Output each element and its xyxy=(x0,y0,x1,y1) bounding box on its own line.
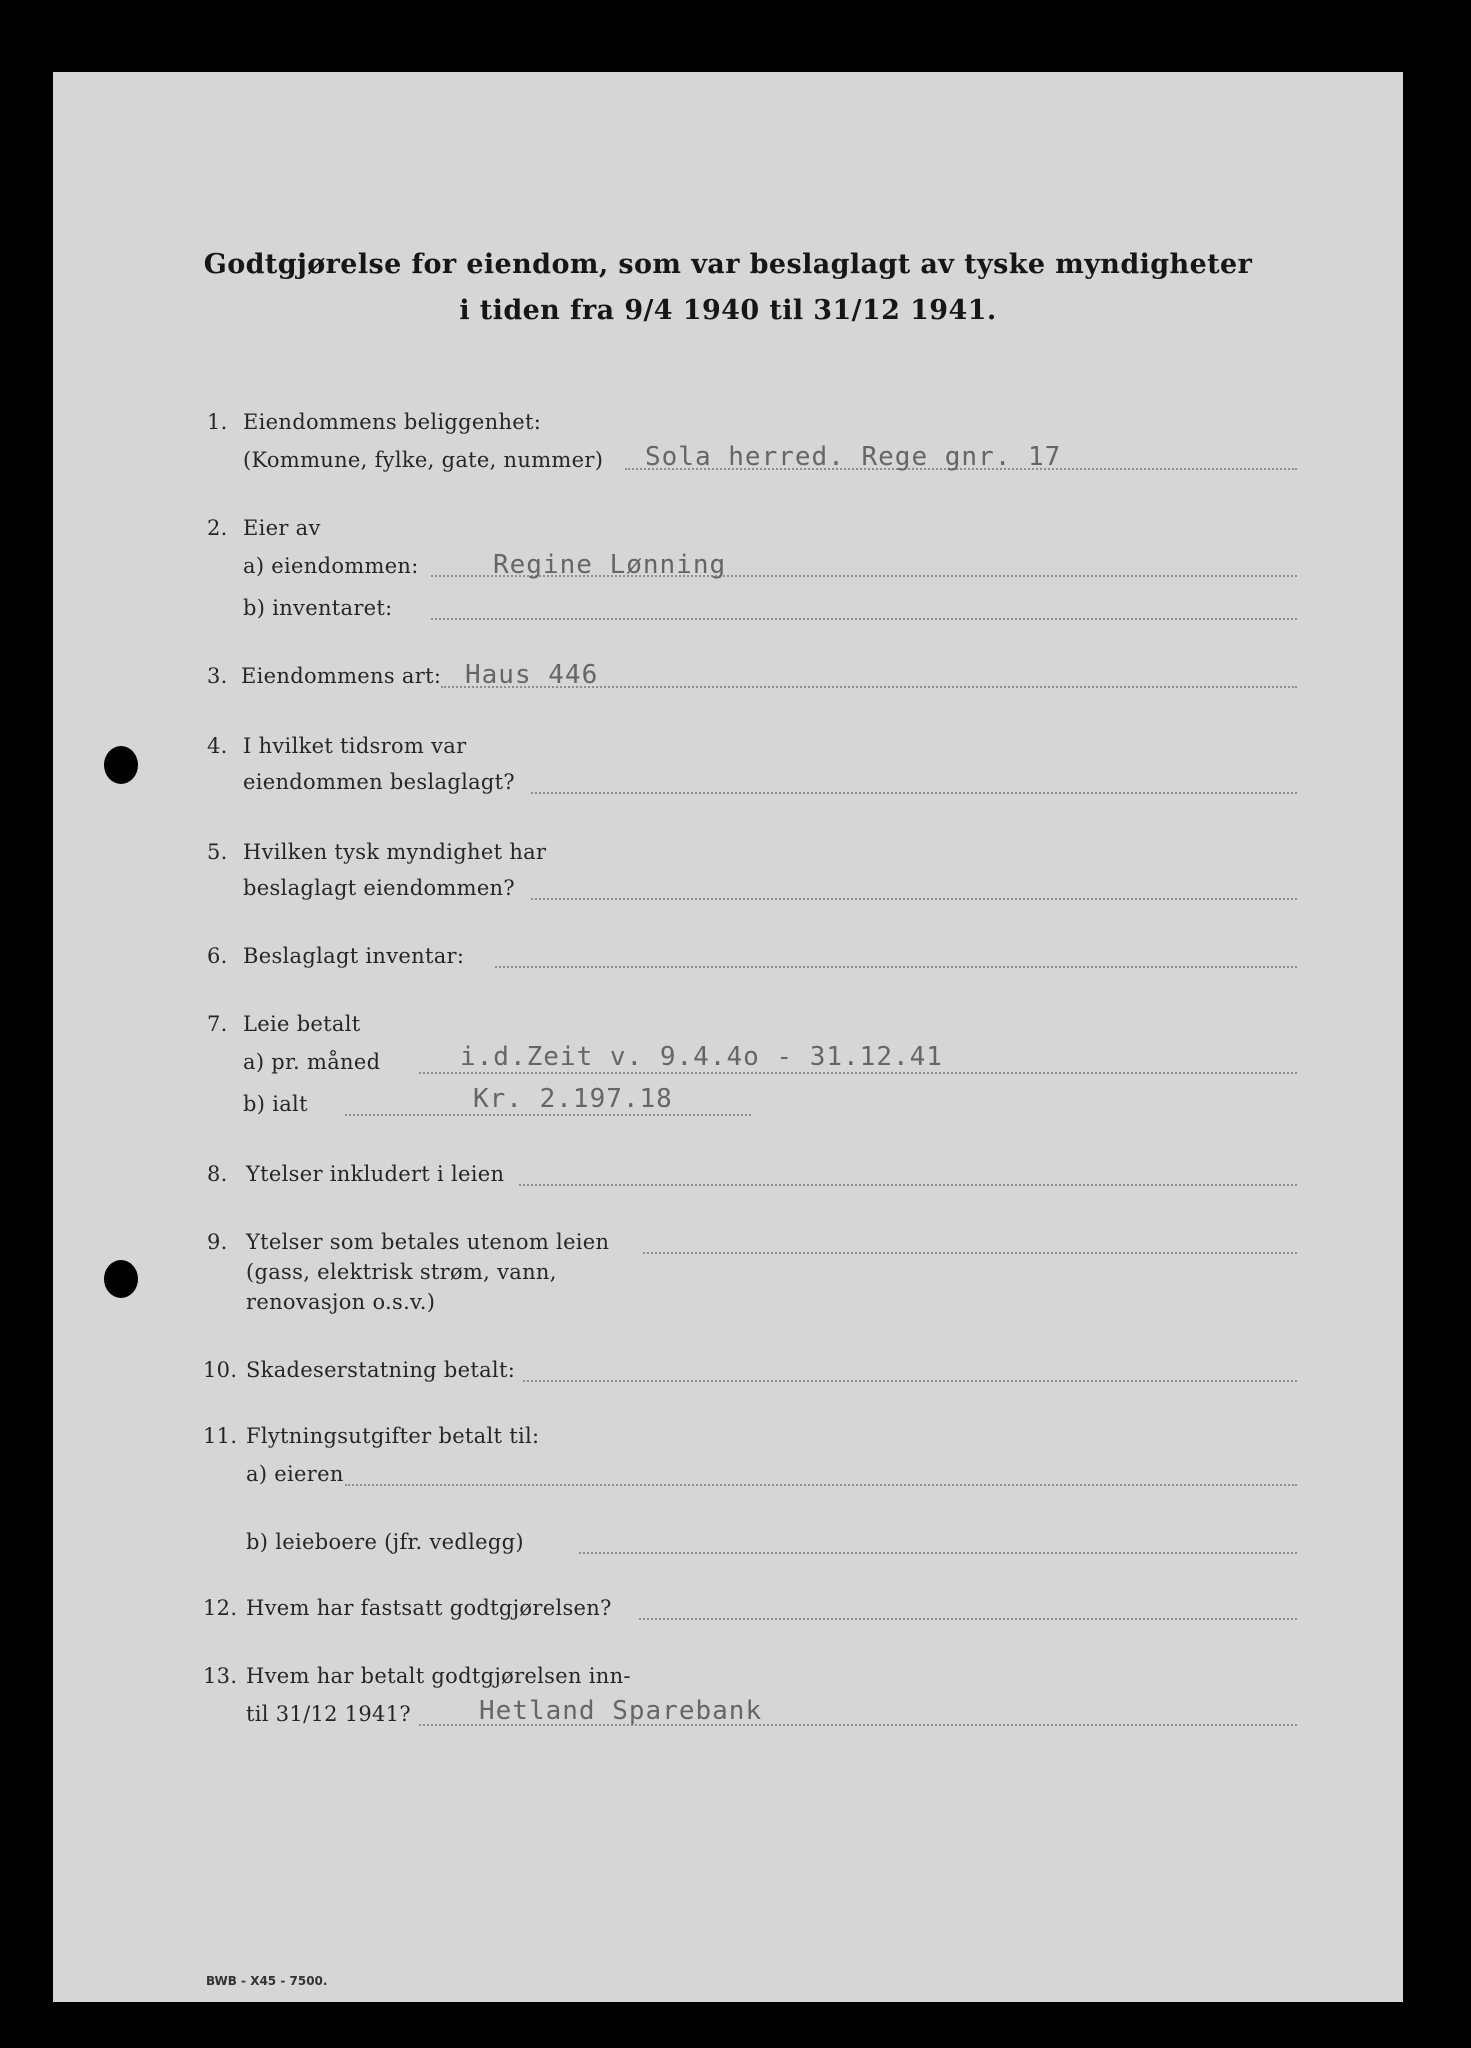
form-page xyxy=(53,72,1403,2002)
item-7-number: 7. xyxy=(207,1012,228,1036)
item-11a-label: a) eieren xyxy=(246,1462,344,1486)
item-5-label-line-2: beslaglagt eiendommen? xyxy=(243,876,515,900)
item-9-label: Ytelser som betales utenom leien xyxy=(246,1230,610,1254)
form-title-line-2: i tiden fra 9/4 1940 til 31/12 1941. xyxy=(459,295,997,326)
item-4-number: 4. xyxy=(207,734,228,758)
item-13-label-line-2: til 31/12 1941? xyxy=(246,1702,411,1726)
punch-hole-top xyxy=(104,746,138,784)
item-1-number: 1. xyxy=(207,410,228,434)
item-2-number: 2. xyxy=(207,516,228,540)
item-12-field-line xyxy=(639,1618,1297,1620)
item-5-label: Hvilken tysk myndighet har xyxy=(243,840,547,864)
printer-imprint: BWB - X45 - 7500. xyxy=(206,1974,328,1988)
item-11-label: Flytningsutgifter betalt til: xyxy=(246,1424,540,1448)
item-1-sublabel: (Kommune, fylke, gate, nummer) xyxy=(243,448,604,472)
item-3-label: Eiendommens art: xyxy=(241,664,442,688)
item-7a-label: a) pr. måned xyxy=(243,1050,381,1074)
item-13-typed-value: Hetland Sparebank xyxy=(479,1696,763,1726)
item-10-field-line xyxy=(523,1380,1297,1382)
item-4-label: I hvilket tidsrom var xyxy=(243,734,467,758)
item-13-label: Hvem har betalt godtgjørelsen inn- xyxy=(246,1664,631,1688)
item-8-label: Ytelser inkludert i leien xyxy=(246,1162,505,1186)
item-6-number: 6. xyxy=(207,944,228,968)
item-6-field-line xyxy=(495,966,1297,968)
item-11a-field-line xyxy=(345,1484,1297,1486)
item-6-label: Beslaglagt inventar: xyxy=(243,944,465,968)
item-3-typed-value: Haus 446 xyxy=(465,660,599,690)
item-10-number: 10. xyxy=(203,1358,238,1382)
item-11b-label: b) leieboere (jfr. vedlegg) xyxy=(246,1530,524,1554)
item-11b-field-line xyxy=(579,1552,1297,1554)
item-9-label-line-2: (gass, elektrisk strøm, vann, xyxy=(246,1260,557,1284)
item-5-field-line xyxy=(531,898,1297,900)
item-3-number: 3. xyxy=(207,664,228,688)
item-5-number: 5. xyxy=(207,840,228,864)
punch-hole-bottom xyxy=(104,1260,138,1298)
item-2a-label: a) eiendommen: xyxy=(243,554,419,578)
item-2-label: Eier av xyxy=(243,516,321,540)
form-title-line-1: Godtgjørelse for eiendom, som var beslaglagt av tyske myndigheter xyxy=(203,249,1253,280)
item-7b-field-line xyxy=(345,1114,751,1116)
item-2b-label: b) inventaret: xyxy=(243,596,393,620)
item-13-number: 13. xyxy=(203,1664,238,1688)
item-1-label: Eiendommens beliggenhet: xyxy=(243,410,542,434)
item-2a-typed-value: Regine Lønning xyxy=(493,550,727,580)
item-4-field-line xyxy=(531,792,1297,794)
item-12-number: 12. xyxy=(203,1596,238,1620)
item-1-typed-value: Sola herred. Rege gnr. 17 xyxy=(645,442,1062,472)
item-7a-field-line xyxy=(419,1072,1297,1074)
item-11-number: 11. xyxy=(203,1424,238,1448)
item-12-label: Hvem har fastsatt godtgjørelsen? xyxy=(246,1596,612,1620)
item-7b-label: b) ialt xyxy=(243,1092,308,1116)
item-10-label: Skadeserstatning betalt: xyxy=(246,1358,516,1382)
item-7-label: Leie betalt xyxy=(243,1012,361,1036)
item-9-number: 9. xyxy=(207,1230,228,1254)
item-4-label-line-2: eiendommen beslaglagt? xyxy=(243,770,515,794)
form-title xyxy=(53,242,1403,334)
item-9-label-line-3: renovasjon o.s.v.) xyxy=(246,1290,436,1314)
item-7b-typed-value: Kr. 2.197.18 xyxy=(473,1084,673,1114)
item-9-field-line xyxy=(643,1252,1297,1254)
item-7a-typed-value: i.d.Zeit v. 9.4.4o - 31.12.41 xyxy=(460,1042,943,1072)
item-8-field-line xyxy=(519,1184,1297,1186)
item-2b-field-line xyxy=(431,618,1297,620)
item-8-number: 8. xyxy=(207,1162,228,1186)
